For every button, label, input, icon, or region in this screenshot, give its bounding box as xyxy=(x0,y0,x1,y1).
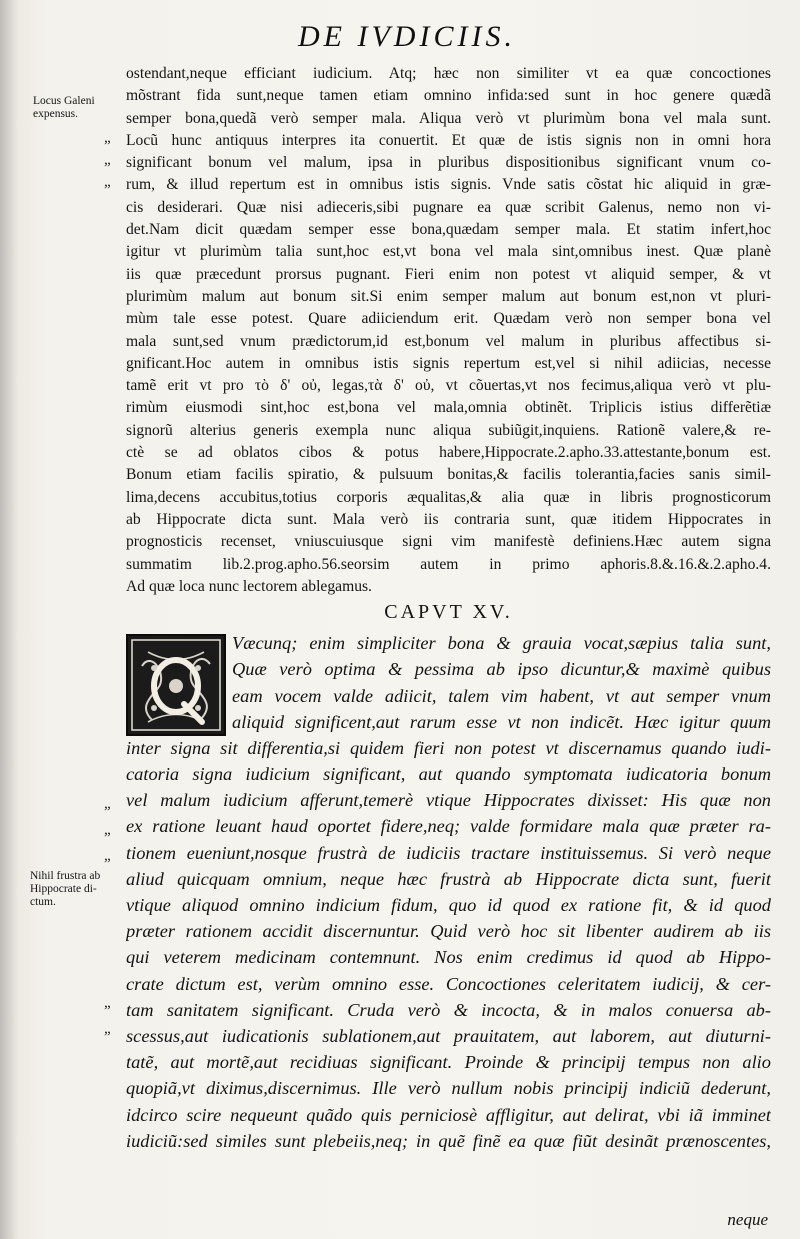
text-line: lima,decens accubitus,totius corporis æqualitas,& alia quæ in libris prognosticorum xyxy=(126,488,771,506)
text-line: significant bonum vel malum, ipsa in pluribus dispositionibus significant vnum co- xyxy=(126,154,771,172)
italic-line: aliquid significent,aut rarum esse vt non indicẽt. Hæc igitur quum xyxy=(232,711,771,732)
ornament-icon xyxy=(128,636,224,734)
italic-line: catoria signa iudicium significant, aut quando symptomata iudicatoria bonum xyxy=(126,764,771,785)
italic-line: scessus,aut iudicationis sublationem,aut prauitatem, aut laborem, aut diuturni- xyxy=(126,1025,771,1046)
italic-line: aliud quicquam omnium, neque hæc frustrà ab Hippocrate dicta sunt, fuerit xyxy=(126,868,771,889)
text-line: det.Nam dicit quædam semper esse bona,quædam semper mala. Et statim infert,hoc xyxy=(126,221,771,239)
roman-text-block xyxy=(126,63,771,598)
quote-mark: „ xyxy=(104,1021,110,1037)
running-head: DE IVDICIIS. xyxy=(298,20,516,53)
quote-mark: „ xyxy=(104,130,110,146)
text-line: semper bona,quedã verò semper mala. Aliqua verò vt plurimùm bona vel mala sunt. xyxy=(126,109,771,127)
italic-line: quopiã,vt diximus,discernimus. Ille verò nullum nobis principij indiciũ dederunt, xyxy=(126,1078,771,1099)
text-line: ctè se ad oblatos cibos & potus habere,Hippocrate.2.apho.33.attestante,bonum est. xyxy=(126,444,771,462)
italic-line: tam sanitatem significant. Cruda verò & incocta, & in malos conuersa ab- xyxy=(126,999,771,1020)
text-line: Locũ hunc antiquus interpres ita conuertit. Et quæ de istis signis non in omni hora xyxy=(126,131,771,149)
italic-line: iudiciũ:sed similes sunt plebeiis,neq; in quẽ finẽ ea quæ fiũt desinãt prænoscentes, xyxy=(126,1130,771,1151)
text-line: prognosticis recenset, vniuscuiusque signi vim manifestè definiens.Hæc autem signa xyxy=(126,533,771,551)
quote-mark: „ xyxy=(104,796,110,812)
quote-mark: „ xyxy=(104,822,110,838)
text-line: rum, & illud repertum est in omnibus istis signis. Vnde satis cõstat hic aliquid in græ- xyxy=(126,176,771,194)
text-line: igitur vt plurimùm talia sunt,hoc est,vt bona vel mala sint,omnibus inest. Quæ planè xyxy=(126,243,771,261)
italic-line: tionem eueniunt,nosque frustrà de iudiciis tractare instituissemus. Si verò neque xyxy=(126,842,771,863)
text-line: mõstrant fida sunt,neque tamen etiam omnino infida:sed sunt in hoc genere quædã xyxy=(126,87,771,105)
text-line: Ad quæ loca nunc lectorem ablegamus. xyxy=(126,577,372,595)
main-text xyxy=(126,63,771,1154)
italic-line: vtique aliquod omnino indicium fidum, quo id quod ex ratione fit, & id quod xyxy=(126,895,771,915)
text-line: gnificant.Hoc autem in omnibus istis signis repertum est,vel si nihil adiicias, necesse xyxy=(126,354,771,372)
italic-text-block xyxy=(126,630,771,1154)
italic-line: Væcunq; enim simpliciter bona & grauia vocat,sæpius talia sunt, xyxy=(232,633,771,654)
text-line: signorũ alterius generis exempla nunc aliqua subiũgit,inquiens. Rationẽ valere,& re- xyxy=(126,421,771,439)
text-line: ostendant,neque efficiant iudicium. Atq; hæc non similiter vt ea quæ concoctiones xyxy=(126,65,771,82)
text-line: ab Hippocrate dicta sunt. Mala verò iis contraria sunt, quæ itidem Hippocrates in xyxy=(126,510,771,528)
italic-line: vel malum iudicium afferunt,temerè vtique Hippocrates dixisset: His quæ non xyxy=(126,790,771,811)
italic-line: crate dictum est, verùm omnino esse. Concoctiones celeritatem iudicij, & cer- xyxy=(126,973,771,994)
catchword: neque xyxy=(727,1210,768,1229)
quote-mark: „ xyxy=(104,995,110,1011)
text-line: iis quæ præcedunt prorsus pugnant. Fieri enim non potest vt aliquid semper, & vt xyxy=(126,265,771,283)
italic-line: qui veterem medicinam contemnunt. Nos enim credimus id quod ab Hippo- xyxy=(126,947,771,968)
italic-line: præter rationem accidit discernuntur. Quid verò hoc sit libenter audirem ab iis xyxy=(126,921,771,942)
text-line: cis desiderari. Quæ nisi adieceris,sibi pugnare ea quæ scribit Galenus, nemo non vi- xyxy=(126,198,771,216)
text-line: mùm tale esse potest. Quare adiiciendum erit. Quædam verò non semper bona vel xyxy=(126,310,771,328)
italic-line: tatẽ, aut mortẽ,aut recidiuas significant. Proinde & principij tempus non alio xyxy=(126,1052,771,1073)
margin-note-locus-galeni: Locus Galeni expensus. xyxy=(33,95,95,120)
chapter-heading: CAPVT XV. xyxy=(384,601,513,624)
text-line: tamẽ erit vt pro τὸ δ' οὐ, legas,τὰ δ' οὐ, vt cõuertas,vt nos fecimus,aliqua verò vt plu- xyxy=(126,377,771,395)
quote-mark: „ xyxy=(104,152,110,168)
italic-line: eam vocem valde adiicit, talem vim habent, vt aut semper vnum xyxy=(232,685,771,706)
quote-mark: „ xyxy=(104,174,110,190)
italic-line: Quæ verò optima & pessima ab ipso dicuntur,& maximè quibus xyxy=(232,659,771,680)
text-line: plurimùm malum aut bonum sit.Si enim semper malum aut bonum est,non vt pluri- xyxy=(126,287,771,305)
text-line: summatim lib.2.prog.apho.56.seorsim autem in primo aphoris.8.&.16.&.2.apho.4. xyxy=(126,555,771,573)
text-line: Bonum etiam facilis spiratio, & pulsuum bonitas,& facilis tolerantia,facies sanis simil- xyxy=(126,466,771,484)
italic-line: inter signa sit differentia,si quidem fieri non potest vt discernamus quando iudi- xyxy=(126,737,771,758)
margin-note-nihil-frustra: Nihil frustra ab Hippocrate di- ctum. xyxy=(30,870,101,908)
gutter-shadow xyxy=(0,0,18,1239)
quote-mark: „ xyxy=(104,848,110,864)
italic-line: idcirco scire nequeunt quãdo quis perniciosè affligitur, aut delirat, vbi iã imminet xyxy=(126,1104,771,1125)
text-line: rimùm eiusmodi sint,hoc est,bona vel mala,omnia obtinẽt. Triplicis istius differẽtiæ xyxy=(126,399,771,417)
decorated-initial-q-icon xyxy=(126,634,226,736)
text-line: mala sunt,sed vnum prædictorum,id est,bonum vel malum in pluribus affectibus si- xyxy=(126,332,771,350)
italic-line: ex ratione leuant haud oportet fidere,neq; valde formidare mala quæ præter ra- xyxy=(126,816,771,837)
